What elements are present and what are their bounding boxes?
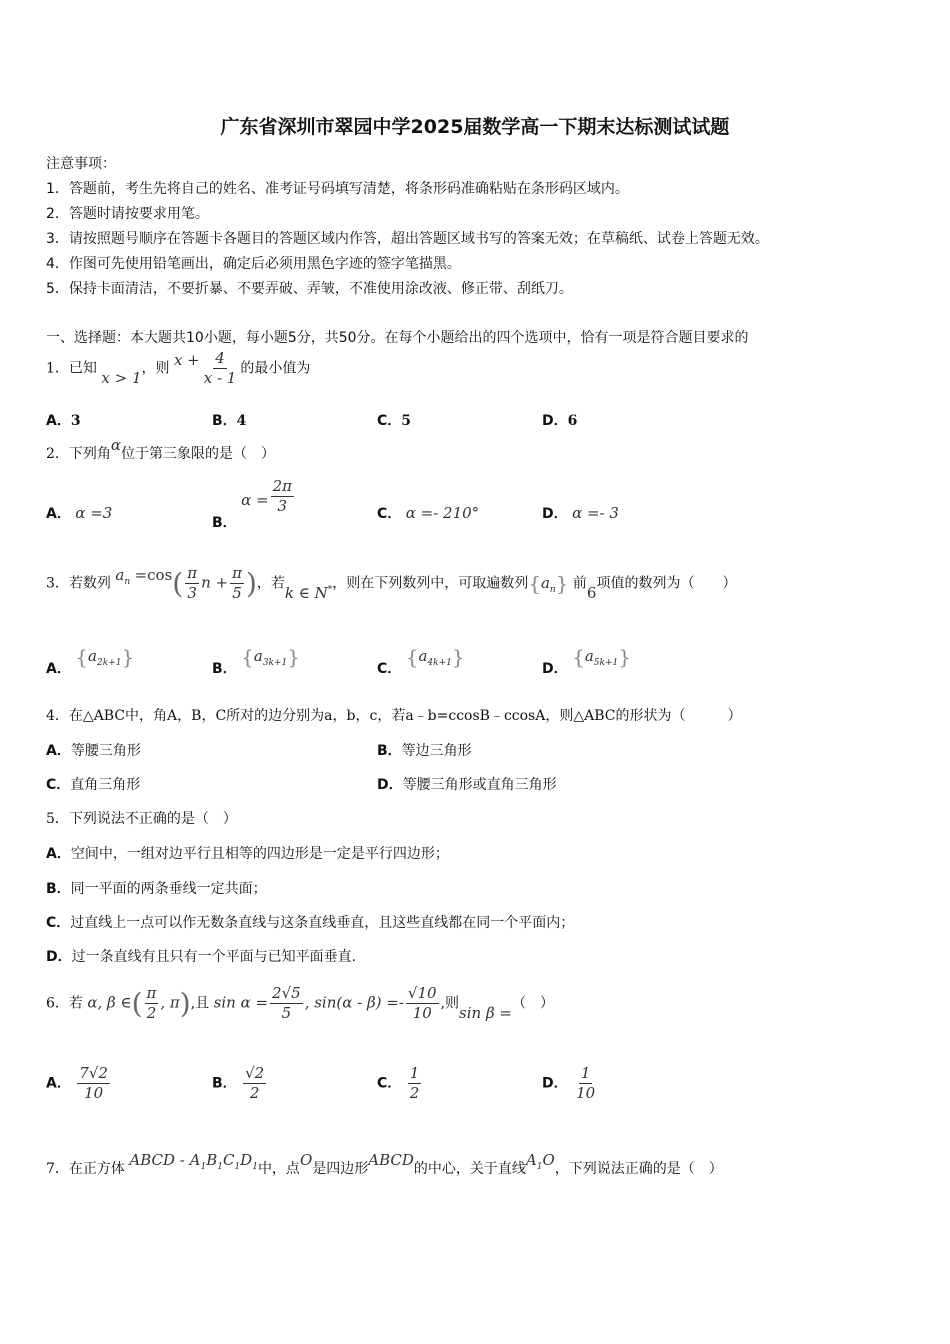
q4-option-c[interactable]: C．直角三角形 <box>46 777 141 793</box>
question-number: 3． <box>46 575 69 592</box>
q7-cube: ABCD - $A_1B_1C_1D_1$ <box>129 1151 258 1172</box>
q6-option-c[interactable]: C． $\frac{1}{2}$ <box>377 1064 420 1102</box>
q7-line: $A_1O$ <box>525 1151 555 1172</box>
notes-heading: 注意事项： <box>46 156 116 172</box>
note-item: 1．答题前，考生先将自己的姓名、准考证号码填写清楚，将条形码准确粘贴在条形码区域内。 <box>46 181 629 197</box>
q3-text: ，若 <box>256 575 285 592</box>
q3-an: $a_n$ <box>540 573 556 595</box>
q6-text: 若 <box>68 995 83 1012</box>
q1-text: 的最小值为 <box>240 360 311 377</box>
q7-text: 在正方体 <box>68 1161 125 1177</box>
question-1 <box>46 350 310 387</box>
question-5 <box>46 808 237 828</box>
q1-text: 已知 <box>68 360 97 377</box>
q5-option-c[interactable]: C．过直线上一点可以作无数条直线与这条直线垂直，且这些直线都在同一个平面内； <box>46 915 575 931</box>
q3-text: 前 <box>572 575 587 592</box>
q1-condition: x > 1 <box>101 368 142 387</box>
q3-option-c[interactable]: C． $\{a_{4k+1}\}$ <box>377 645 465 677</box>
question-number: 1． <box>46 360 69 377</box>
q7-quad: ABCD <box>368 1151 414 1169</box>
note-item: 2．答题时请按要求用笔。 <box>46 206 209 222</box>
q4-option-b[interactable]: B．等边三角形 <box>377 743 472 759</box>
question-7 <box>46 1151 723 1180</box>
q1-option-b[interactable]: B．4 <box>212 413 247 429</box>
q1-option-d[interactable]: D．6 <box>542 413 578 429</box>
q3-brace: } <box>555 571 569 596</box>
note-item: 4．作图可先使用铅笔画出，确定后必须用黑色字迹的签字笔描黑。 <box>46 256 461 272</box>
q6-option-d[interactable]: D． $\frac{1}{10}$ <box>542 1064 596 1102</box>
q5-text: 下列说法不正确的是（ ） <box>68 811 237 827</box>
q1-text: ，则 <box>141 360 170 377</box>
question-4 <box>46 705 741 725</box>
q3-option-d[interactable]: D． $\{a_{5k+1}\}$ <box>542 645 631 677</box>
q3-option-b[interactable]: B． $\{a_{3k+1}\}$ <box>212 645 300 677</box>
q7-text: ，下列说法正确的是（ ） <box>554 1161 723 1177</box>
note-item: 3．请按照题号顺序在答题卡各题目的答题区域内作答，超出答题区域书写的答案无效；在草稿纸、试卷上答题无效。 <box>46 231 769 247</box>
question-number: 4． <box>46 708 69 724</box>
q6-sin-diff: , sin(α - β) =- <box>304 993 404 1012</box>
q3-text: ，则在下列数列中，可取遍数列 <box>332 575 529 592</box>
q6-paren: ) <box>179 987 191 1020</box>
q1-option-c[interactable]: C．5 <box>377 413 412 429</box>
q2-option-c[interactable]: C． α =- 210° <box>377 504 480 522</box>
q3-six: 6 <box>586 583 597 602</box>
note-item: 5．保持卡面清洁，不要折暴、不要弄破、弄皱，不准使用涂改液、修正带、刮纸刀。 <box>46 281 573 297</box>
q4-option-d[interactable]: D．等腰三角形或直角三角形 <box>377 777 557 793</box>
q5-option-d[interactable]: D．过一条直线有且只有一个平面与已知平面垂直. <box>46 949 357 965</box>
q3-mid: n + <box>201 573 229 592</box>
q3-frac-1: $\frac{\pi}{3}$ <box>187 564 198 602</box>
q6-text: ,且 <box>190 995 210 1012</box>
q2-option-b[interactable]: B． α = $\frac{2\pi}{3}$ <box>212 477 292 531</box>
q6-frac-sin-alpha: $\frac{2√5}{5}$ <box>272 984 301 1022</box>
q3-paren: ) <box>245 567 257 600</box>
question-2 <box>46 436 276 463</box>
page-title: 广东省深圳市翠园中学2025届数学高一下期末达标测试试题 <box>220 116 730 138</box>
q3-text: 项值的数列为（ ） <box>596 575 737 592</box>
q6-ab: α, β ∈ <box>87 993 132 1012</box>
q5-option-b[interactable]: B．同一平面的两条垂线一定共面； <box>46 881 267 897</box>
q3-cos: =cos <box>134 565 173 584</box>
q4-text: 在△ABC中，角A，B，C所对的边分别为a，b，c，若a﹣b=ccosB﹣ccosA，则△ABC的形状为（ ） <box>68 708 742 724</box>
q6-frac-sin-diff: $\frac{√10}{10}$ <box>407 984 437 1022</box>
q7-text: 是四边形 <box>312 1161 369 1177</box>
q2-option-a[interactable]: A． α =3 <box>46 504 113 522</box>
question-number: 5． <box>46 811 69 827</box>
q2-option-d[interactable]: D． α =- 3 <box>542 504 619 522</box>
q1-expr: x + <box>173 350 200 369</box>
q1-option-a[interactable]: A．3 <box>46 413 81 429</box>
q2-alpha: α <box>110 436 122 454</box>
q6-option-a[interactable]: A． $\frac{7√2}{10}$ <box>46 1064 108 1102</box>
q7-text: 中，点 <box>257 1161 300 1177</box>
q5-option-a[interactable]: A．空间中，一组对边平行且相等的四边形是一定是平行四边形； <box>46 846 449 862</box>
q6-text: （ ） <box>511 995 554 1012</box>
q7-text: 的中心，关于直线 <box>413 1161 526 1177</box>
section-heading: 一、选择题：本大题共10小题，每小题5分，共50分。在每个小题给出的四个选项中，恰有一项是符合题目要求的 <box>46 330 749 346</box>
question-3 <box>46 565 736 602</box>
question-number: 2． <box>46 446 69 462</box>
q6-option-b[interactable]: B． $\frac{√2}{2}$ <box>212 1064 265 1102</box>
q6-text: ,则 <box>440 995 460 1012</box>
q4-option-a[interactable]: A．等腰三角形 <box>46 743 141 759</box>
q6-sin-beta: sin β = <box>459 1003 512 1022</box>
q6-interval-end: , π <box>160 993 180 1012</box>
question-number: 7． <box>46 1161 69 1177</box>
q6-paren: ( <box>131 987 143 1020</box>
q7-point-o: O <box>299 1151 313 1169</box>
q3-text: 若数列 <box>68 575 111 592</box>
q3-k: k ∈ N* <box>284 583 333 602</box>
question-6 <box>46 985 554 1022</box>
q3-sequence: $a_n$ <box>115 565 131 587</box>
q2-text: 位于第三象限的是（ ） <box>121 446 276 462</box>
q2-text: 下列角 <box>68 446 111 462</box>
q6-sin-alpha: sin α = <box>213 993 269 1012</box>
q1-fraction: $\frac{4}{x - 1}$ <box>203 349 237 387</box>
q3-brace: { <box>528 571 541 596</box>
q3-frac-2: $\frac{\pi}{5}$ <box>232 564 242 602</box>
q3-paren: ( <box>172 567 184 600</box>
question-number: 6． <box>46 995 69 1012</box>
q3-option-a[interactable]: A． $\{a_{2k+1}\}$ <box>46 645 135 677</box>
q6-interval-frac: $\frac{\pi}{2}$ <box>146 984 157 1022</box>
